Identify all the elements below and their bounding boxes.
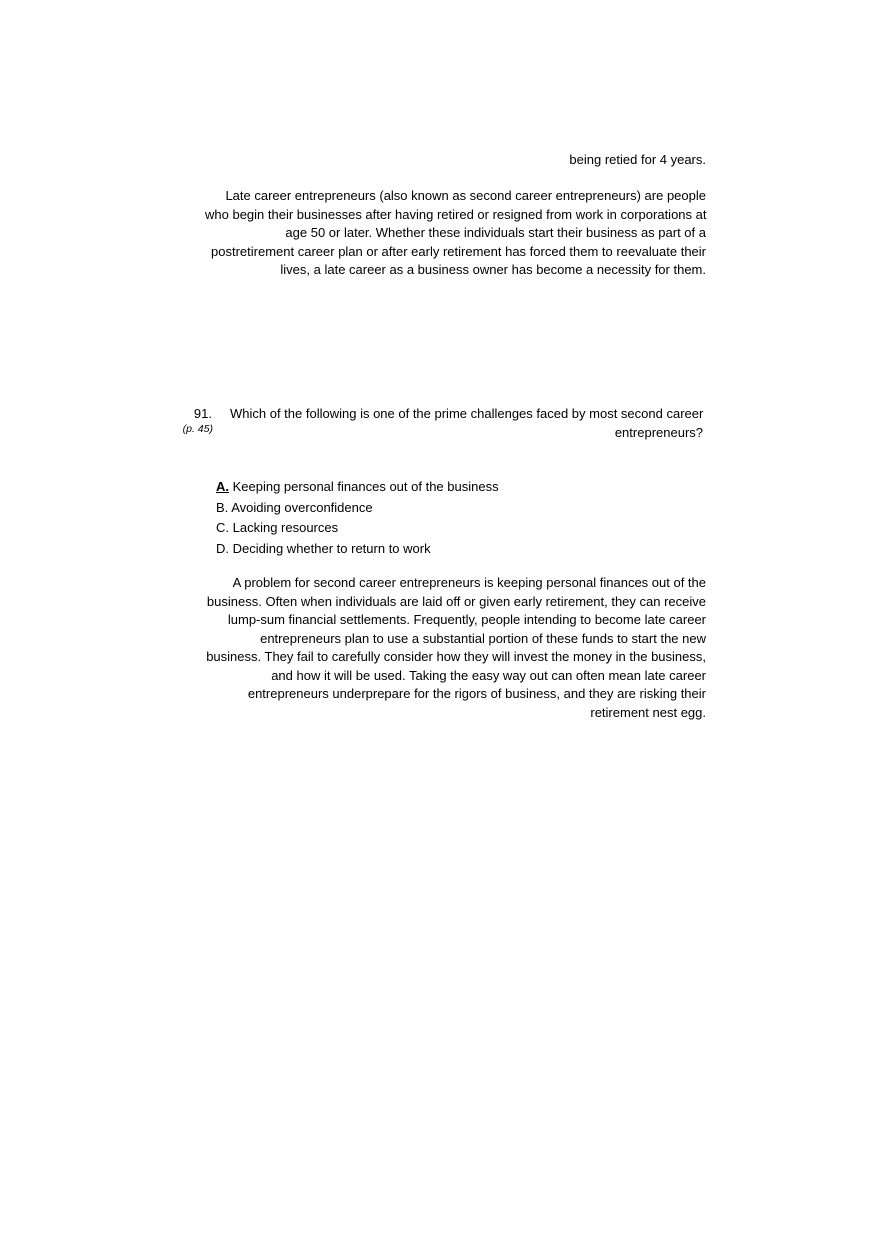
choice-b-letter: B. [216,499,229,515]
choice-d [216,540,696,561]
choice-c-letter: C. [216,520,229,535]
choice-a [216,478,696,499]
previous-answer-text: being retied for 4 years. [569,152,706,167]
explanation-line: business. Often when individuals are laid off or given early retirement, they can receive [206,593,706,609]
explanation-line: A problem for second career entrepreneurs is keeping personal finances out of the [232,575,706,590]
choice-b-text: Avoiding overconfidence [228,499,373,515]
choice-a-text: Keeping personal finances out of the business [229,479,499,494]
explanation-line: and how it will be used. Taking the easy way out can often mean late career [271,667,706,683]
choice-c [216,519,696,540]
choice-d-letter: D. [216,540,229,556]
explanation-line: entrepreneurs plan to use a substantial portion of these funds to start the new [260,630,706,646]
explanation-line: postretirement career plan or after early retirement has forced them to reevaluate their [211,243,706,259]
explanation-line: lump-sum financial settlements. Frequently, people intending to become late career [227,612,706,627]
question-text-line: entrepreneurs? [614,424,703,440]
choice-a-letter: A. [216,479,229,494]
explanation-line: business. They fail to carefully consider how they will invest the money in the business, [206,649,706,664]
question-text [230,405,703,442]
explanation-line: lives, a late career as a business owner has become a necessity for them. [280,262,706,277]
question-page-ref: (p. 45) [182,423,213,435]
previous-answer-tail [200,151,706,170]
question-number: 91. [193,406,212,421]
explanation-line: age 50 or later. Whether these individuals start their business as part of a [285,225,706,240]
answer-explanation [205,574,706,722]
explanation-line: who begin their businesses after having retired or resigned from work in corporations at [205,206,707,222]
choice-b [216,499,696,520]
choice-d-text: Deciding whether to return to work [229,540,431,556]
explanation-line: entrepreneurs underprepare for the rigors of business, and they are risking their [247,686,706,701]
choice-c-text: Lacking resources [229,520,339,535]
explanation-line: retirement nest egg. [590,704,706,720]
explanation-line: Late career entrepreneurs (also known as second career entrepreneurs) are people [225,188,706,203]
answer-choices [216,478,696,560]
previous-explanation [205,187,706,280]
question-text-line: Which of the following is one of the prime challenges faced by most second career [230,406,704,421]
